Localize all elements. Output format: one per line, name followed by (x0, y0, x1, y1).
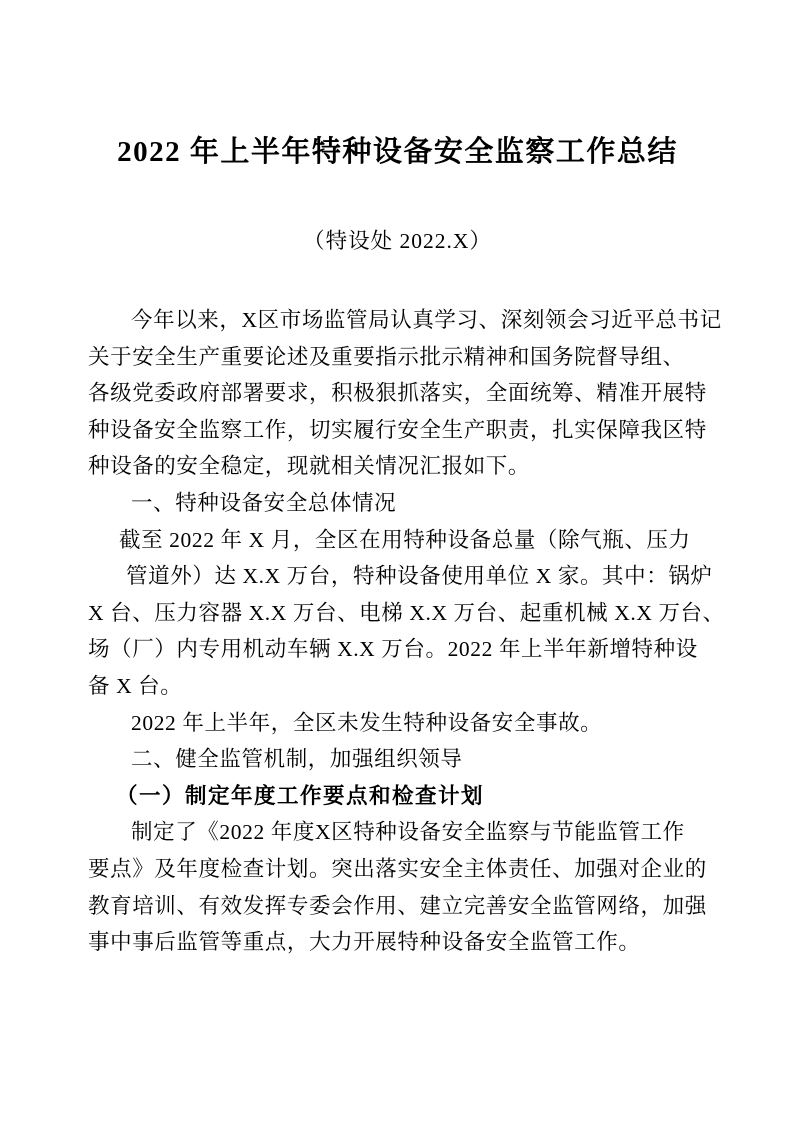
body-line: 今年以来，X区市场监管局认真学习、深刻领会习近平总书记 (131, 308, 722, 332)
document-content (88, 0, 725, 961)
document-subtitle: （特设处 2022.X） (303, 229, 492, 253)
section-heading-1: 一、特种设备安全总体情况 (131, 490, 397, 515)
body-line: 截至 2022 年 X 月，全区在用特种设备总量（除气瓶、压力 (119, 527, 691, 552)
body-line: 管道外）达 X.X 万台，特种设备使用单位 X 家。其中：锅炉 (126, 564, 713, 589)
body-line: 要点》及年度检查计划。突出落实安全主体责任、加强对企业的 (88, 856, 707, 881)
body-line: 各级党委政府部署要求，积极狠抓落实，全面统筹、精准开展特 (88, 381, 707, 406)
section-heading-2: 二、健全监管机制，加强组织领导 (131, 747, 463, 772)
body-line: 种设备的安全稳定，现就相关情况汇报如下。 (88, 454, 531, 479)
body-line: X 台、压力容器 X.X 万台、电梯 X.X 万台、起重机械 X.X 万台、 (88, 600, 725, 625)
body-line: 教育培训、有效发挥专委会作用、建立完善安全监管网络，加强 (88, 893, 707, 918)
document-title: 2022 年上半年特种设备安全监察工作总结 (117, 136, 678, 168)
body-line: 备 X 台。 (88, 673, 183, 698)
body-line: 关于安全生产重要论述及重要指示批示精神和国务院督导组、 (88, 344, 685, 369)
subsection-heading: （一）制定年度工作要点和检查计划 (116, 783, 485, 808)
body-line: 2022 年上半年，全区未发生特种设备安全事故。 (131, 710, 603, 735)
body-line: 场（厂）内专用机动车辆 X.X 万台。2022 年上半年新增特种设 (88, 637, 698, 662)
document-body (88, 302, 725, 961)
body-line: 事中事后监管等重点，大力开展特种设备安全监管工作。 (88, 930, 641, 955)
body-line: 种设备安全监察工作，切实履行安全生产职责，扎实保障我区特 (88, 417, 707, 442)
body-line: 制定了《2022 年度X区特种设备安全监察与节能监管工作 (131, 820, 685, 845)
